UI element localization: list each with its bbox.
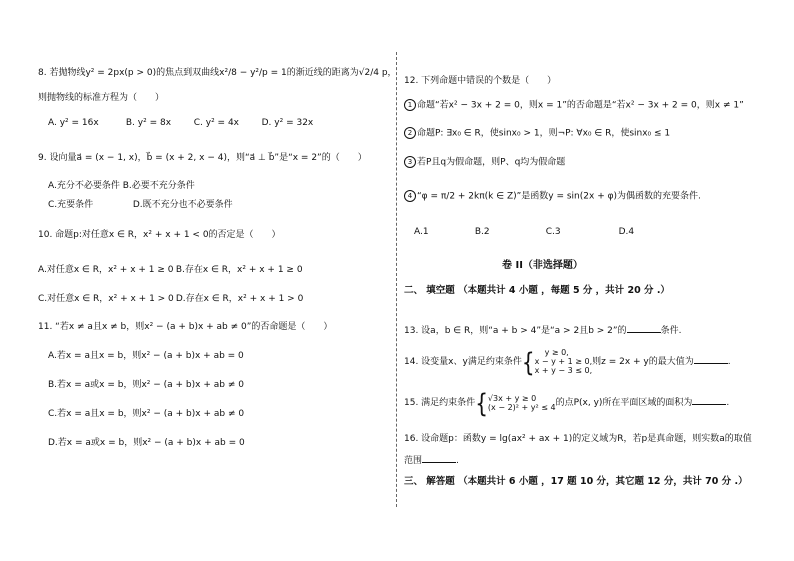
- q15-answer-blank[interactable]: [692, 396, 726, 405]
- left-brace: {: [475, 386, 488, 419]
- q12-option-a[interactable]: A.1: [414, 227, 429, 237]
- q9-option-d[interactable]: D.既不充分也不必要条件: [132, 200, 233, 210]
- q15-stem-mid: 的点P(x, y)所在平面区域的面积为: [555, 398, 693, 408]
- q11-option-a[interactable]: A.若x = a且x = b，则x² − (a + b)x + ab = 0: [48, 351, 244, 361]
- q13-answer-blank[interactable]: [627, 324, 661, 333]
- q15: [404, 386, 730, 419]
- circled-number: 2: [404, 127, 416, 139]
- q10-stem: 10. 命题p:对任意x ∈ R，x² + x + 1 < 0的否定是（ ）: [38, 230, 281, 240]
- q12-item-1: [404, 99, 744, 112]
- circled-number: 1: [404, 99, 416, 111]
- q9-stem: 9. 设向量a⃗ = (x − 1, x)，b⃗ = (x + 2, x − 4)，则“a⃗ ⊥ b⃗”是“x = 2”的（ ）: [38, 153, 367, 163]
- q8-option-b[interactable]: B. y² = 8x: [125, 118, 172, 128]
- q14-stem-mid: 则z = 2x + y的最大值为: [592, 357, 694, 367]
- left-brace: {: [521, 345, 535, 378]
- q8-option-d[interactable]: D. y² = 32x: [261, 118, 314, 128]
- q13-stem-end: 条件.: [660, 326, 682, 336]
- q11-option-c[interactable]: C.若x = a且x = b，则x² − (a + b)x + ab ≠ 0: [48, 409, 245, 419]
- q12-option-b[interactable]: B.2: [474, 227, 490, 237]
- column-divider: [396, 52, 397, 507]
- q16-range-label: 范围: [404, 456, 423, 466]
- q16-stem: 16. 设命题p：函数y = lg(ax² + ax + 1)的定义域为R，若p是真命题，则实数a的取值: [404, 434, 752, 444]
- q15-constraint-2: (x − 2)² + y² ≤ 4: [487, 402, 556, 412]
- q13: [404, 324, 681, 337]
- q8-stem-2: 则抛物线的标准方程为（ ）: [38, 93, 165, 103]
- q11-stem: 11. “若x ≠ a且x ≠ b，则x² − (a + b)x + ab ≠ 0”的否命题是（ ）: [38, 322, 333, 332]
- fill-in-heading: 二、 填空题 （本题共计 4 小题 ，每题 5 分 ，共计 20 分 .）: [404, 285, 670, 296]
- q12-option-d[interactable]: D.4: [618, 227, 635, 237]
- circled-number: 3: [404, 156, 416, 168]
- q9-option-ab[interactable]: A.充分不必要条件 B.必要不充分条件: [48, 181, 195, 191]
- q14-answer-blank[interactable]: [694, 355, 728, 364]
- q10-options-cd: [38, 294, 303, 305]
- q12-item-3-text: 若P且q为假命题，则P、q均为假命题: [417, 157, 566, 168]
- q10-option-a[interactable]: A.对任意x ∈ R，x² + x + 1 ≥ 0: [38, 265, 174, 275]
- q11-option-b[interactable]: B.若x = a或x = b，则x² − (a + b)x + ab ≠ 0: [48, 380, 244, 390]
- part2-title: 卷 II（非选择题）: [502, 260, 583, 271]
- q9-option-c[interactable]: C.充要条件: [48, 200, 94, 210]
- q12-item-4: [404, 190, 701, 203]
- q8-option-c[interactable]: C. y² = 4x: [193, 118, 240, 128]
- circled-number: 4: [404, 190, 416, 202]
- q14-constraint-1: y ≥ 0,: [544, 348, 569, 357]
- q16-stem-end: .: [456, 456, 459, 466]
- q14-system: [535, 348, 593, 375]
- q16-answer-blank[interactable]: [422, 454, 456, 463]
- q15-stem: 15. 满足约束条件: [404, 398, 476, 408]
- q14: [404, 345, 731, 378]
- q14-constraint-3: x + y − 3 ≤ 0,: [534, 366, 593, 375]
- q12-item-1-text: 命题“若x² − 3x + 2 = 0，则x = 1”的否命题是“若x² − 3x + 2 = 0，则x ≠ 1”: [417, 100, 744, 111]
- q13-stem: 13. 设a，b ∈ R，则“a + b > 4”是“a > 2且b > 2”的: [404, 326, 627, 336]
- q12-options: [414, 227, 634, 238]
- q8-option-a[interactable]: A. y² = 16x: [48, 118, 99, 128]
- q12-item-2-text: 命题P: ∃x₀ ∈ R，使sinx₀ > 1，则¬P: ∀x₀ ∈ R，使sinx₀ ≤ 1: [417, 128, 671, 139]
- q10-option-c[interactable]: C.对任意x ∈ R，x² + x + 1 > 0: [38, 294, 174, 304]
- q9-options-cd: [48, 200, 233, 211]
- q11-option-d[interactable]: D.若x = a或x = b，则x² − (a + b)x + ab = 0: [48, 438, 245, 448]
- q8-options: [48, 118, 313, 129]
- q10-option-d[interactable]: D.存在x ∈ R，x² + x + 1 > 0: [175, 294, 304, 304]
- q12-item-2: [404, 127, 670, 140]
- q12-item-4-text: “φ = π/2 + 2kπ(k ∈ Z)”是函数y = sin(2x + φ)为偶函数的充要条件.: [417, 191, 701, 202]
- q15-stem-end: .: [726, 398, 730, 408]
- q15-system: [488, 394, 556, 412]
- q12-item-3: [404, 156, 565, 169]
- q15-constraint-1: √3x + y ≥ 0: [487, 393, 537, 403]
- q10-options-ab: [38, 265, 303, 276]
- q14-stem-end: .: [727, 357, 731, 367]
- q12-stem: 12. 下列命题中错误的个数是（ ）: [404, 76, 557, 86]
- q16-stem-2: [404, 454, 459, 467]
- q12-option-c[interactable]: C.3: [545, 227, 561, 237]
- q10-option-b[interactable]: B.存在x ∈ R，x² + x + 1 ≥ 0: [175, 265, 303, 275]
- q8-stem: 8. 若抛物线y² = 2px(p > 0)的焦点到双曲线x²/8 − y²/p = 1的渐近线的距离为√2/4 p，: [38, 68, 397, 78]
- q14-stem: 14. 设变量x、y满足约束条件: [404, 357, 522, 367]
- q14-constraint-2: x − y + 1 ≥ 0,: [534, 357, 593, 366]
- answer-heading: 三、 解答题 （本题共计 6 小题 ，17 题 10 分，其它题 12 分，共计 70 分 .）: [404, 476, 748, 487]
